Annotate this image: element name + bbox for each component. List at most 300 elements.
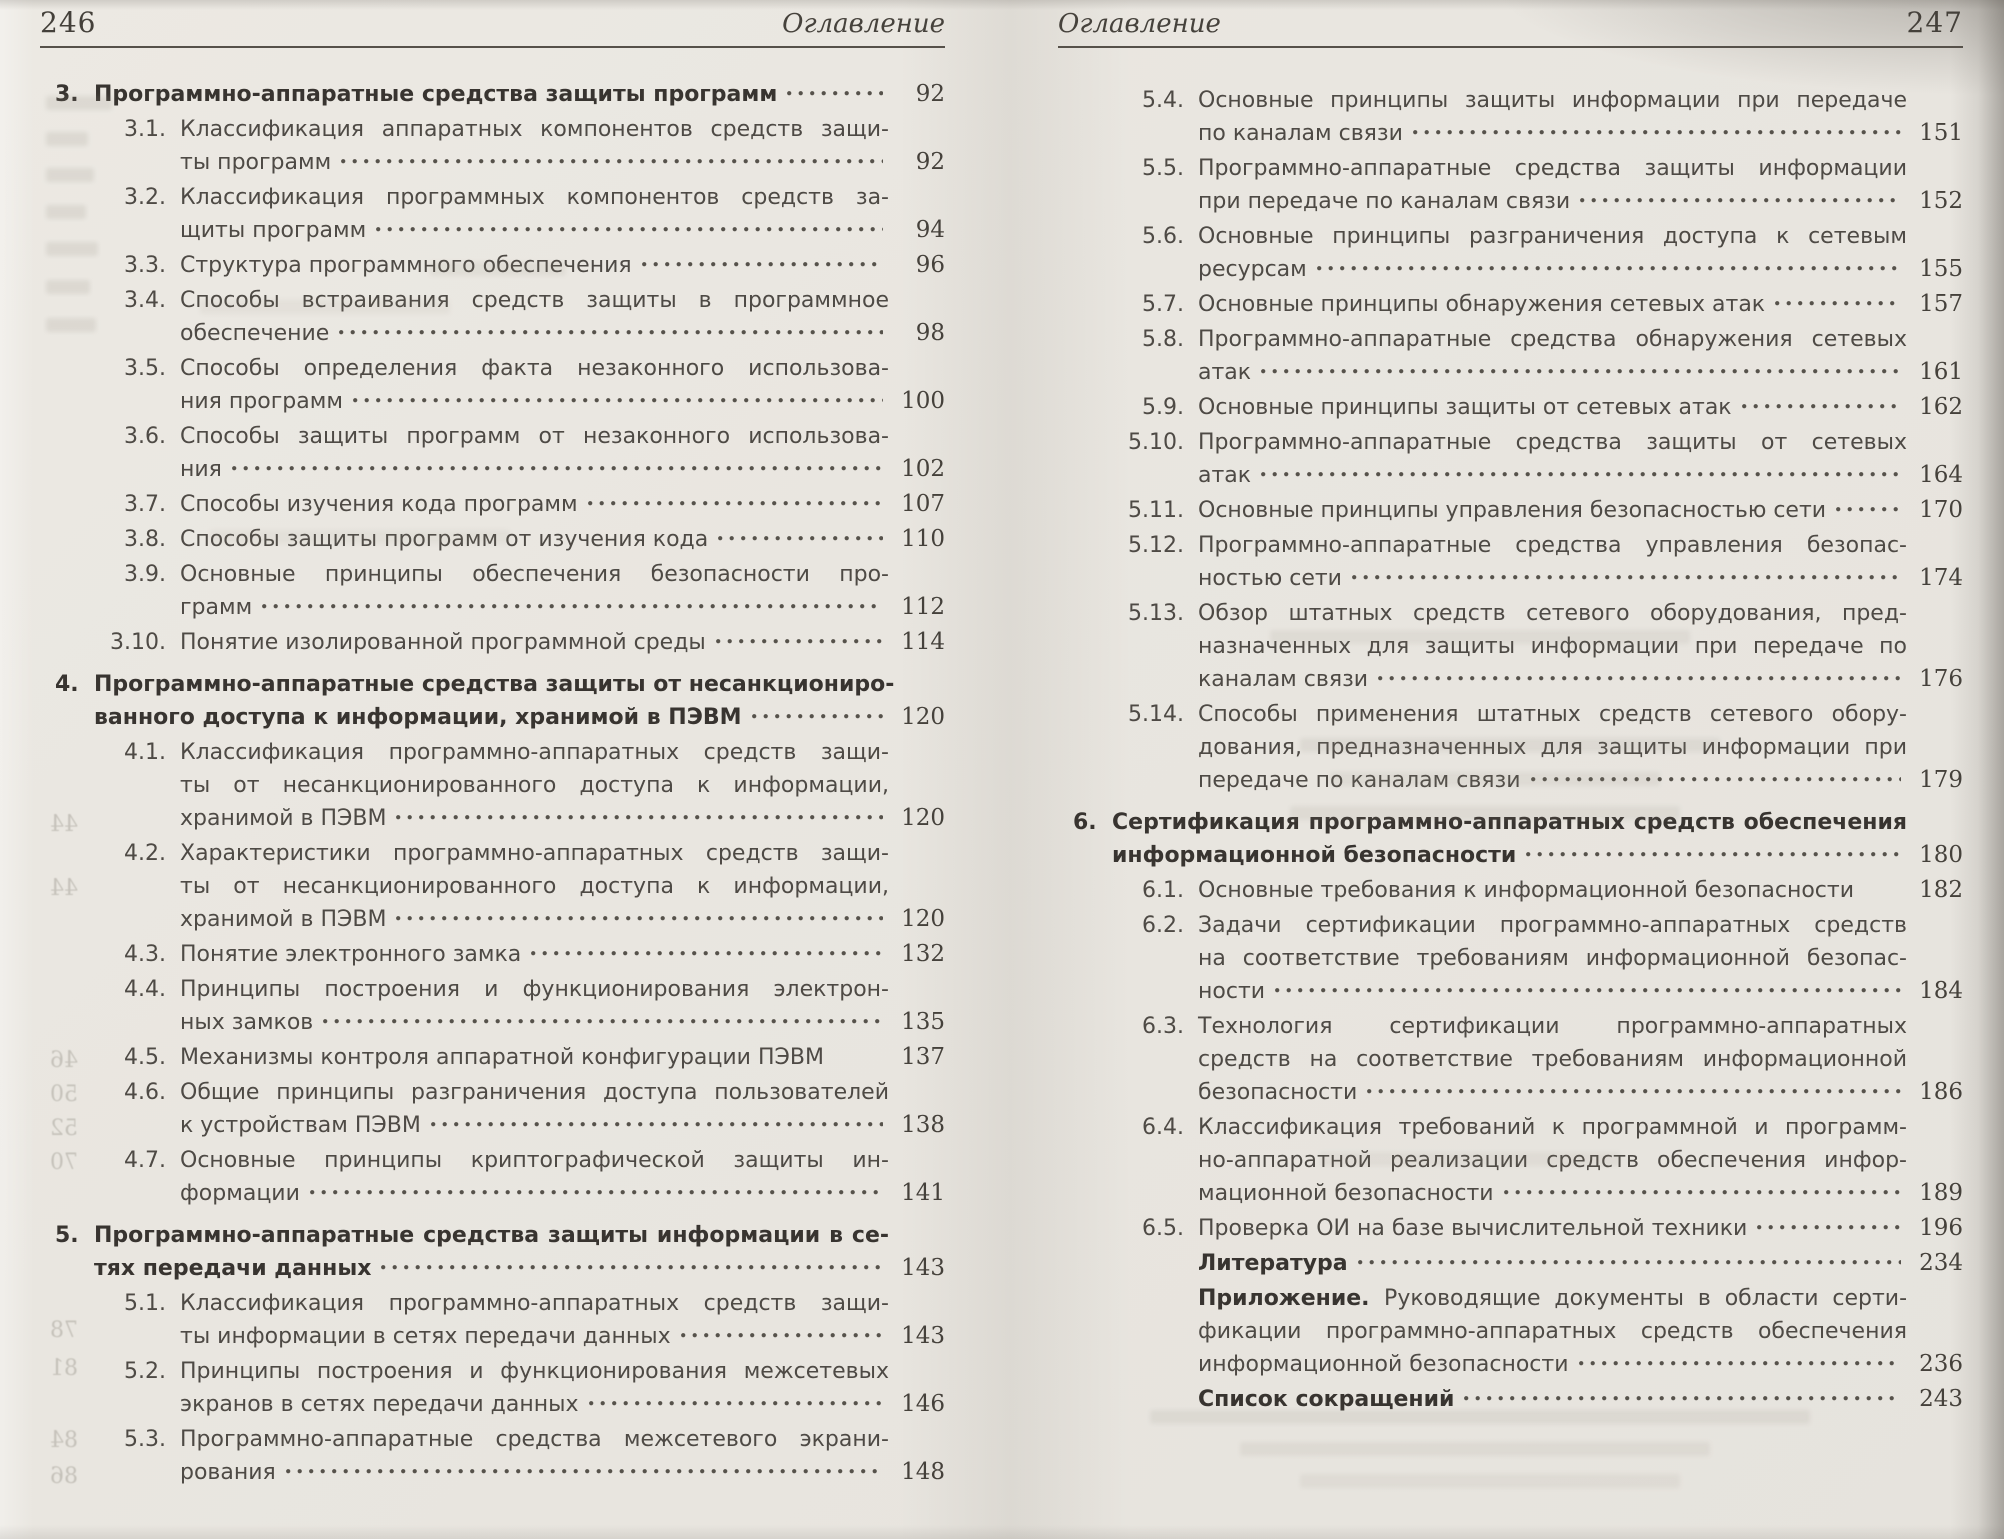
left-toc-list xyxy=(40,78,945,1489)
entry-page-number: 151 xyxy=(1919,120,1963,146)
toc-entry xyxy=(40,1423,945,1489)
entry-last-line xyxy=(1198,1076,1963,1109)
entry-number: 6. xyxy=(1073,810,1097,835)
entry-number: 4.4. xyxy=(124,977,166,1002)
entry-line xyxy=(1198,84,1907,117)
entry-line xyxy=(1198,597,1907,630)
entry-page-number: 120 xyxy=(901,704,945,730)
entry-last-line xyxy=(1198,663,1963,696)
entry-text: Обзор штатных средств сетевого оборудования, пред- xyxy=(1198,601,1907,626)
entry-text: Классификация аппаратных компонентов средств защи- xyxy=(180,117,889,142)
entry-page-number: 170 xyxy=(1919,497,1963,523)
entry-line xyxy=(1198,909,1907,942)
entry-line xyxy=(94,668,895,701)
entry-text: Основные принципы защиты от сетевых атак xyxy=(1198,395,1732,420)
entry-page-number: 137 xyxy=(901,1044,945,1070)
toc-entry xyxy=(40,1041,945,1074)
entry-last-line xyxy=(1198,356,1963,389)
entry-number: 3.1. xyxy=(124,117,166,142)
entry-page-number: 196 xyxy=(1919,1215,1963,1241)
toc-entry xyxy=(40,973,945,1039)
entry-line xyxy=(1198,323,1907,356)
entry-text: Программно-аппаратные средства защиты от несанкциониро- xyxy=(94,672,895,697)
entry-number: 6.2. xyxy=(1142,913,1184,938)
left-running-title: Оглавление xyxy=(782,9,945,39)
entry-line xyxy=(180,1287,889,1320)
entry-text: рования xyxy=(180,1460,276,1485)
entry-line xyxy=(180,1076,889,1109)
entry-number: 3.9. xyxy=(124,562,166,587)
entry-text: Основные требования к информационной безопасности xyxy=(1198,878,1855,903)
entry-number: 5.9. xyxy=(1142,395,1184,420)
bleedthrough-number: 52 xyxy=(50,1116,78,1141)
entry-text: Понятие электронного замка xyxy=(180,942,522,967)
entry-text: Классификация требований к программной и программ- xyxy=(1198,1115,1907,1140)
entry-number: 5.3. xyxy=(124,1427,166,1452)
entry-last-line xyxy=(1198,874,1963,907)
entry-last-line xyxy=(180,385,945,418)
entry-number: 6.3. xyxy=(1142,1014,1184,1039)
entry-last-line xyxy=(1198,459,1963,492)
right-page-header xyxy=(1058,6,1963,48)
toc-entry xyxy=(40,1076,945,1142)
entry-page-number: 143 xyxy=(901,1255,945,1281)
toc-entry xyxy=(40,420,945,486)
entry-text: фикации программно-аппаратных средств обеспечения xyxy=(1198,1319,1907,1344)
entry-number: 5.8. xyxy=(1142,327,1184,352)
entry-last-line xyxy=(180,1109,945,1142)
entry-number: 3.10. xyxy=(110,630,166,655)
entry-number: 6.5. xyxy=(1142,1216,1184,1241)
entry-page-number: 236 xyxy=(1919,1351,1963,1377)
entry-number: 5.10. xyxy=(1128,430,1184,455)
toc-entry xyxy=(40,78,945,111)
toc-entry xyxy=(40,488,945,521)
entry-line xyxy=(1198,698,1907,731)
entry-line xyxy=(180,181,889,214)
entry-text: Технология сертификации программно-аппаратных xyxy=(1198,1014,1907,1039)
entry-page-number: 120 xyxy=(901,906,945,932)
entry-text: к устройствам ПЭВМ xyxy=(180,1113,421,1138)
toc-entry xyxy=(1058,1247,1963,1280)
toc-entry xyxy=(1058,1212,1963,1245)
entry-last-line xyxy=(94,701,945,734)
entry-page-number: 92 xyxy=(915,81,945,107)
entry-page-number: 146 xyxy=(901,1391,945,1417)
entry-text: тях передачи данных xyxy=(94,1256,372,1281)
entry-number: 6.4. xyxy=(1142,1115,1184,1140)
entry-last-line xyxy=(1198,764,1963,797)
entry-line xyxy=(1198,942,1907,975)
entry-number: 5.14. xyxy=(1128,702,1184,727)
right-toc-list xyxy=(1058,84,1963,1416)
entry-line xyxy=(180,769,889,802)
toc-entry xyxy=(1058,220,1963,286)
entry-page-number: 107 xyxy=(901,491,945,517)
entry-last-line xyxy=(180,802,945,835)
entry-text: атак xyxy=(1198,360,1252,385)
entry-text: грамм xyxy=(180,595,253,620)
toc-entry xyxy=(40,1144,945,1210)
entry-last-line xyxy=(1198,494,1963,527)
entry-last-line xyxy=(1198,185,1963,218)
entry-last-line xyxy=(180,591,945,624)
toc-entry xyxy=(1058,494,1963,527)
entry-line xyxy=(180,113,889,146)
entry-text: экранов в сетях передачи данных xyxy=(180,1392,579,1417)
entry-text: Понятие изолированной программной среды xyxy=(180,630,706,655)
entry-last-line xyxy=(1198,117,1963,150)
entry-last-line xyxy=(1198,1177,1963,1210)
entry-bold-label: Приложение. xyxy=(1198,1286,1385,1311)
toc-entry xyxy=(1058,391,1963,424)
bleedthrough-number: 70 xyxy=(50,1150,78,1175)
entry-text: информационной безопасности xyxy=(1198,1352,1569,1377)
entry-line xyxy=(1198,1043,1907,1076)
entry-page-number: 148 xyxy=(901,1459,945,1485)
entry-last-line xyxy=(1198,288,1963,321)
toc-entry xyxy=(40,352,945,418)
entry-page-number: 164 xyxy=(1919,462,1963,488)
entry-page-number: 157 xyxy=(1919,291,1963,317)
entry-text: Способы встраивания средств защиты в программное xyxy=(180,288,889,313)
toc-entry xyxy=(40,523,945,556)
entry-number: 3.2. xyxy=(124,185,166,210)
entry-last-line xyxy=(1198,562,1963,595)
entry-line xyxy=(180,870,889,903)
entry-number: 4.5. xyxy=(124,1045,166,1070)
entry-line xyxy=(1112,806,1907,839)
entry-text: Способы защиты программ от изучения кода xyxy=(180,527,709,552)
entry-text: Классификация программно-аппаратных средств защи- xyxy=(180,740,889,765)
entry-page-number: 176 xyxy=(1919,666,1963,692)
bleedthrough-number: 44 xyxy=(50,812,78,837)
entry-line xyxy=(1198,1111,1907,1144)
entry-text: формации xyxy=(180,1181,300,1206)
entry-number: 5.4. xyxy=(1142,88,1184,113)
entry-text: Программно-аппаратные средства защиты программ xyxy=(94,82,778,107)
entry-line xyxy=(1198,152,1907,185)
entry-line xyxy=(1198,220,1907,253)
entry-text: Основные принципы обнаружения сетевых атак xyxy=(1198,292,1766,317)
entry-line xyxy=(180,558,889,591)
entry-line xyxy=(1198,1144,1907,1177)
entry-line xyxy=(1198,529,1907,562)
entry-last-line xyxy=(1198,975,1963,1008)
entry-text: при передаче по каналам связи xyxy=(1198,189,1571,214)
entry-text: Основные принципы криптографической защиты ин- xyxy=(180,1148,889,1173)
bleedthrough-number: 86 xyxy=(50,1464,78,1489)
entry-text: хранимой в ПЭВМ xyxy=(180,907,387,932)
entry-text: Программно-аппаратные средства межсетевого экрани- xyxy=(180,1427,889,1452)
entry-text: ресурсам xyxy=(1198,257,1307,282)
entry-text: Способы применения штатных средств сетевого обору- xyxy=(1198,702,1907,727)
toc-entry xyxy=(1058,529,1963,595)
entry-last-line xyxy=(1198,1383,1963,1416)
entry-text: Способы определения факта незаконного использова- xyxy=(180,356,889,381)
toc-entry xyxy=(40,1219,945,1285)
entry-line xyxy=(180,352,889,385)
entry-number: 5.1. xyxy=(124,1291,166,1316)
toc-entry xyxy=(40,1355,945,1421)
entry-last-line xyxy=(94,78,945,111)
entry-text: дования, предназначенных для защиты информации при xyxy=(1198,735,1907,760)
entry-number: 5.7. xyxy=(1142,292,1184,317)
entry-page-number: 186 xyxy=(1919,1079,1963,1105)
entry-last-line xyxy=(1198,1348,1963,1381)
entry-page-number: 94 xyxy=(915,217,945,243)
entry-line xyxy=(180,1423,889,1456)
entry-text: Основные принципы обеспечения безопасности про- xyxy=(180,562,889,587)
entry-number: 3.4. xyxy=(124,288,166,313)
entry-number: 3.5. xyxy=(124,356,166,381)
entry-number: 3.3. xyxy=(124,253,166,278)
toc-entry xyxy=(1058,152,1963,218)
entry-last-line xyxy=(180,626,945,659)
entry-text: Принципы построения и функционирования электрон- xyxy=(180,977,889,1002)
entry-line xyxy=(180,1144,889,1177)
entry-number: 6.1. xyxy=(1142,878,1184,903)
bleedthrough-number: 84 xyxy=(50,1428,78,1453)
entry-page-number: 161 xyxy=(1919,359,1963,385)
entry-text: Программно-аппаратные средства обнаружения сетевых xyxy=(1198,327,1907,352)
entry-text: информационной безопасности xyxy=(1112,843,1517,868)
entry-last-line xyxy=(1198,1247,1963,1280)
toc-entry xyxy=(1058,1010,1963,1109)
entry-last-line xyxy=(180,146,945,179)
entry-text: назначенных для защиты информации при передаче по xyxy=(1198,634,1907,659)
entry-text: ных замков xyxy=(180,1010,314,1035)
entry-text: Программно-аппаратные средства управления безопас- xyxy=(1198,533,1907,558)
toc-entry xyxy=(1058,84,1963,150)
entry-text: Программно-аппаратные средства защиты информации xyxy=(1198,156,1907,181)
entry-page-number: 110 xyxy=(901,526,945,552)
entry-number: 5.13. xyxy=(1128,601,1184,626)
entry-last-line xyxy=(180,938,945,971)
toc-entry xyxy=(40,668,945,734)
entry-number: 5.6. xyxy=(1142,224,1184,249)
entry-page-number: 182 xyxy=(1919,877,1963,903)
entry-text: Принципы построения и функционирования межсетевых xyxy=(180,1359,889,1384)
entry-last-line xyxy=(180,488,945,521)
left-page-number: 246 xyxy=(40,6,97,39)
entry-last-line xyxy=(1112,839,1963,872)
toc-entry xyxy=(40,181,945,247)
entry-number: 3.8. xyxy=(124,527,166,552)
entry-text: Структура программного обеспечения xyxy=(180,253,632,278)
entry-text: Основные принципы управления безопасностью сети xyxy=(1198,498,1827,523)
entry-number: 5.12. xyxy=(1128,533,1184,558)
entry-page-number: 243 xyxy=(1919,1386,1963,1412)
entry-text: ты от несанкционированного доступа к информации, xyxy=(180,773,889,798)
entry-last-line xyxy=(180,903,945,936)
entry-page-number: 120 xyxy=(901,805,945,831)
toc-entry xyxy=(1058,698,1963,797)
entry-page-number: 141 xyxy=(901,1180,945,1206)
entry-text: Классификация программных компонентов средств за- xyxy=(180,185,889,210)
entry-page-number: 174 xyxy=(1919,565,1963,591)
entry-number: 4.3. xyxy=(124,942,166,967)
entry-text: ты от несанкционированного доступа к информации, xyxy=(180,874,889,899)
entry-text: ты информации в сетях передачи данных xyxy=(180,1324,671,1349)
entry-line xyxy=(1198,1010,1907,1043)
entry-text: на соответствие требованиям информационной безопас- xyxy=(1198,946,1907,971)
toc-entry xyxy=(1058,1383,1963,1416)
entry-line xyxy=(1198,426,1907,459)
entry-page-number: 184 xyxy=(1919,978,1963,1004)
entry-text: Приложение. Руководящие документы в области серти- xyxy=(1198,1286,1908,1311)
entry-text: Способы защиты программ от незаконного использова- xyxy=(180,424,889,449)
toc-entry xyxy=(1058,426,1963,492)
entry-text: ния xyxy=(180,457,222,482)
entry-last-line xyxy=(180,317,945,350)
entry-page-number: 143 xyxy=(901,1323,945,1349)
entry-text: ния программ xyxy=(180,389,343,414)
entry-number: 4.6. xyxy=(124,1080,166,1105)
entry-text: Список сокращений xyxy=(1198,1387,1455,1412)
entry-line xyxy=(180,973,889,1006)
entry-page-number: 132 xyxy=(901,941,945,967)
entry-number: 3. xyxy=(55,82,79,107)
entry-page-number: 135 xyxy=(901,1009,945,1035)
bleedthrough-number: 50 xyxy=(50,1082,78,1107)
toc-entry xyxy=(40,284,945,350)
toc-entry xyxy=(1058,1111,1963,1210)
entry-line xyxy=(180,284,889,317)
entry-text: но-аппаратной реализации средств обеспечения инфор- xyxy=(1198,1148,1907,1173)
entry-text: Способы изучения кода программ xyxy=(180,492,578,517)
entry-page-number: 152 xyxy=(1919,188,1963,214)
entry-text: хранимой в ПЭВМ xyxy=(180,806,387,831)
entry-page-number: 162 xyxy=(1919,394,1963,420)
bleedthrough-number: 78 xyxy=(50,1318,78,1343)
entry-line xyxy=(94,1219,889,1252)
entry-line xyxy=(180,837,889,870)
entry-text: ты программ xyxy=(180,150,332,175)
entry-page-number: 138 xyxy=(901,1112,945,1138)
entry-page-number: 112 xyxy=(901,594,945,620)
entry-last-line xyxy=(1198,253,1963,286)
entry-text: атак xyxy=(1198,463,1252,488)
entry-line xyxy=(180,736,889,769)
entry-line xyxy=(1198,630,1907,663)
entry-page-number: 100 xyxy=(901,388,945,414)
entry-text: Проверка ОИ на базе вычислительной техники xyxy=(1198,1216,1748,1241)
entry-text: мационной безопасности xyxy=(1198,1181,1494,1206)
entry-last-line xyxy=(180,453,945,486)
left-page xyxy=(40,0,945,1539)
entry-last-line xyxy=(180,214,945,247)
entry-last-line xyxy=(94,1252,945,1285)
toc-entry xyxy=(40,736,945,835)
entry-last-line xyxy=(180,1041,945,1074)
toc-entry xyxy=(40,837,945,936)
entry-last-line xyxy=(180,249,945,282)
entry-text: ванного доступа к информации, хранимой в ПЭВМ xyxy=(94,705,742,730)
entry-line xyxy=(1198,1282,1907,1315)
entry-text: безопасности xyxy=(1198,1080,1358,1105)
entry-number: 5.11. xyxy=(1128,498,1184,523)
entry-text: Сертификация программно-аппаратных средств обеспечения xyxy=(1112,810,1907,835)
entry-page-number: 180 xyxy=(1919,842,1963,868)
entry-page-number: 234 xyxy=(1919,1250,1963,1276)
entry-number: 3.7. xyxy=(124,492,166,517)
entry-line xyxy=(1198,731,1907,764)
entry-number: 3.6. xyxy=(124,424,166,449)
entry-number: 4.7. xyxy=(124,1148,166,1173)
entry-text: каналам связи xyxy=(1198,667,1369,692)
toc-entry xyxy=(40,938,945,971)
toc-entry xyxy=(1058,323,1963,389)
toc-entry xyxy=(40,249,945,282)
entry-number: 5.5. xyxy=(1142,156,1184,181)
entry-number: 4.2. xyxy=(124,841,166,866)
entry-text: Задачи сертификации программно-аппаратных средств xyxy=(1198,913,1907,938)
right-page-number: 247 xyxy=(1906,6,1963,39)
entry-text: Классификация программно-аппаратных средств защи- xyxy=(180,1291,889,1316)
entry-text: Программно-аппаратные средства защиты информации в се- xyxy=(94,1223,889,1248)
toc-entry xyxy=(1058,597,1963,696)
toc-entry xyxy=(40,626,945,659)
toc-entry xyxy=(40,558,945,624)
entry-number: 5. xyxy=(55,1223,79,1248)
entry-text: Механизмы контроля аппаратной конфигурации ПЭВМ xyxy=(180,1045,824,1070)
bleedthrough-number: 44 xyxy=(50,876,78,901)
entry-last-line xyxy=(180,1388,945,1421)
entry-page-number: 102 xyxy=(901,456,945,482)
entry-line xyxy=(180,1355,889,1388)
entry-text: Литература xyxy=(1198,1251,1348,1276)
entry-page-number: 98 xyxy=(915,320,945,346)
entry-text: средств на соответствие требованиям информационной xyxy=(1198,1047,1907,1072)
left-page-header xyxy=(40,6,945,48)
toc-entry xyxy=(40,113,945,179)
entry-number: 4.1. xyxy=(124,740,166,765)
entry-text: Основные принципы защиты информации при передаче xyxy=(1198,88,1907,113)
entry-text: передаче по каналам связи xyxy=(1198,768,1521,793)
entry-text: по каналам связи xyxy=(1198,121,1403,146)
entry-last-line xyxy=(180,1320,945,1353)
entry-page-number: 179 xyxy=(1919,767,1963,793)
bleedthrough-number: 81 xyxy=(50,1356,78,1381)
toc-entry xyxy=(1058,909,1963,1008)
entry-line xyxy=(180,420,889,453)
entry-text: Характеристики программно-аппаратных средств защи- xyxy=(180,841,889,866)
entry-text: ности xyxy=(1198,979,1266,1004)
entry-page-number: 189 xyxy=(1919,1180,1963,1206)
entry-last-line xyxy=(180,1456,945,1489)
entry-number: 4. xyxy=(55,672,79,697)
entry-number: 5.2. xyxy=(124,1359,166,1384)
entry-text: обеспечение xyxy=(180,321,330,346)
right-page xyxy=(1058,0,1963,1539)
bleedthrough-number: 46 xyxy=(50,1048,78,1073)
entry-last-line xyxy=(1198,1212,1963,1245)
entry-text: Общие принципы разграничения доступа пользователей xyxy=(180,1080,889,1105)
entry-page-number: 114 xyxy=(901,629,945,655)
entry-last-line xyxy=(180,523,945,556)
entry-text: ностью сети xyxy=(1198,566,1342,591)
right-running-title: Оглавление xyxy=(1058,9,1221,39)
entry-line xyxy=(1198,1315,1907,1348)
entry-page-number: 155 xyxy=(1919,256,1963,282)
entry-text: Основные принципы разграничения доступа к сетевым xyxy=(1198,224,1907,249)
toc-entry xyxy=(1058,288,1963,321)
entry-last-line xyxy=(180,1177,945,1210)
entry-text: Программно-аппаратные средства защиты от сетевых xyxy=(1198,430,1907,455)
toc-entry xyxy=(1058,874,1963,907)
entry-text: щиты программ xyxy=(180,218,367,243)
